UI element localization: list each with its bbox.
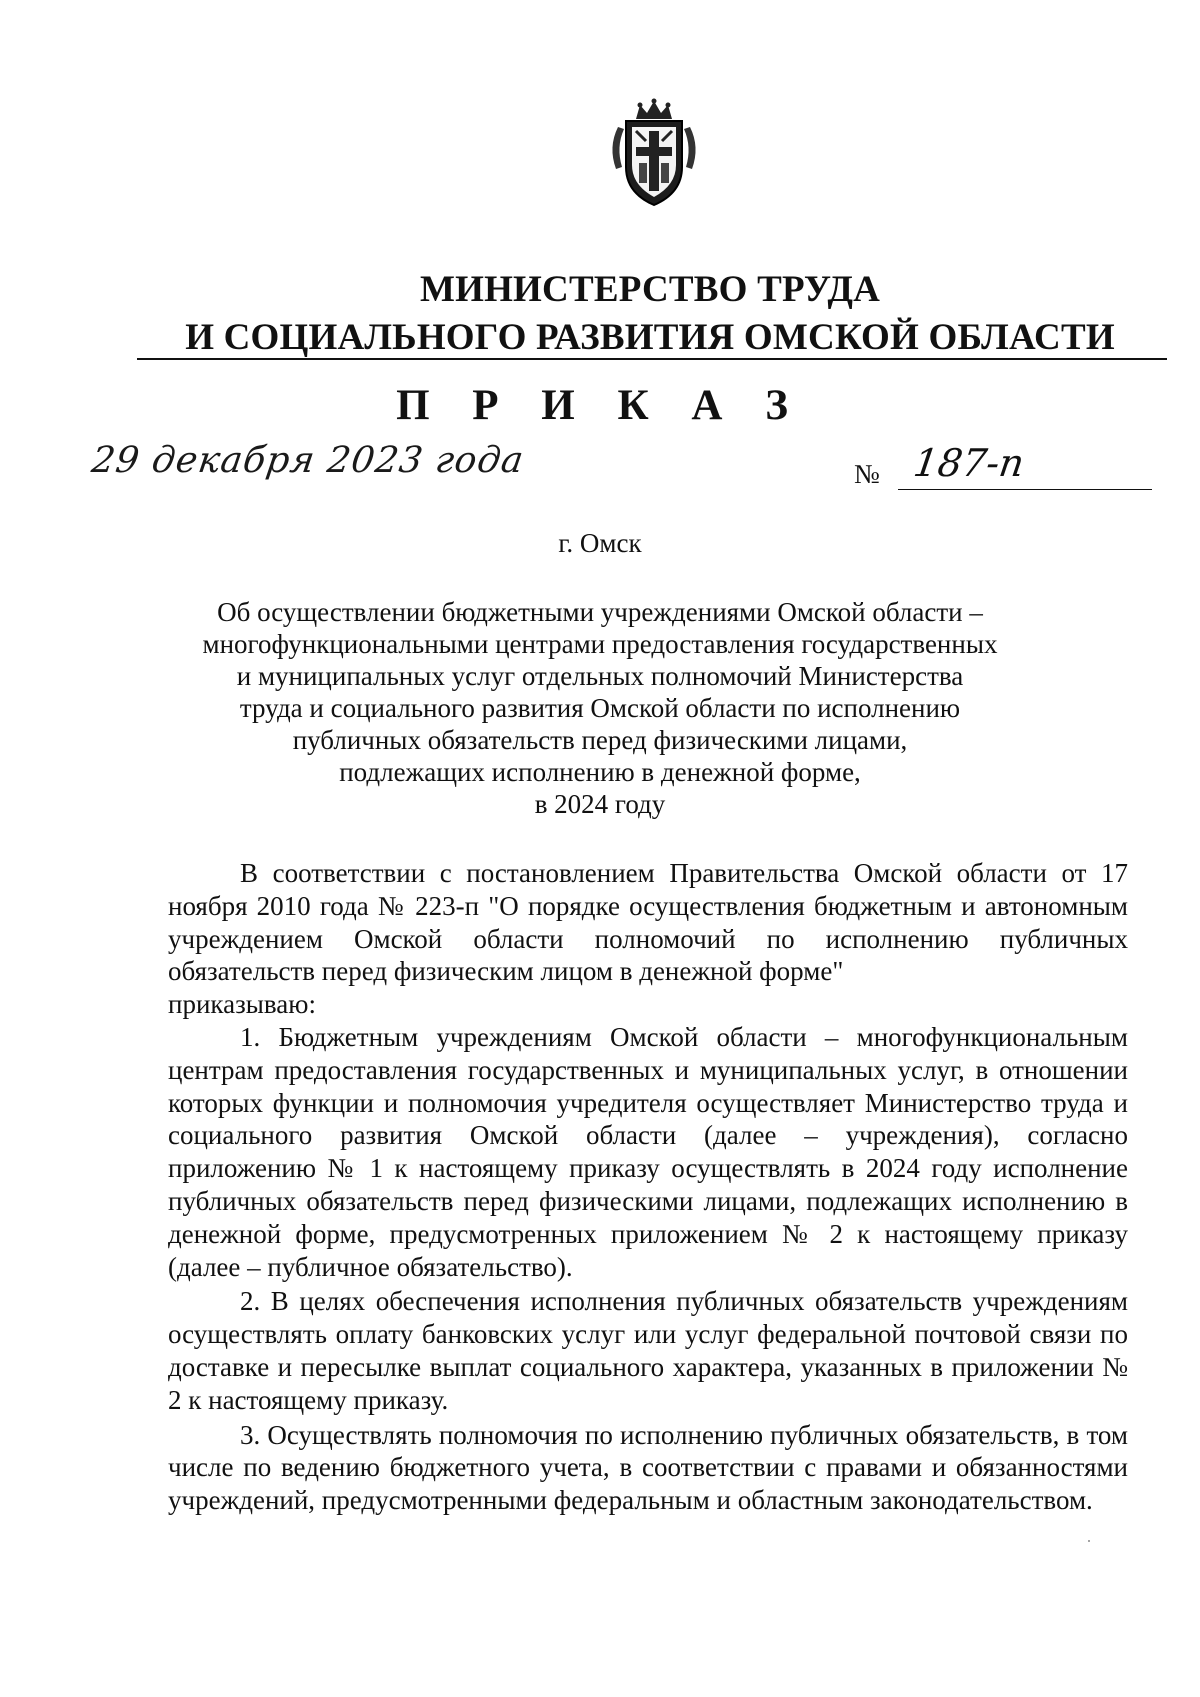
subject-line: Об осуществлении бюджетными учреждениями Омской области – bbox=[217, 597, 983, 627]
number-underline bbox=[898, 489, 1152, 490]
order-subject bbox=[150, 596, 1050, 820]
subject-line: труда и социального развития Омской области по исполнению bbox=[239, 693, 961, 723]
directive-word: приказываю: bbox=[168, 989, 316, 1020]
order-item-3: 3. Осуществлять полномочия по исполнению публичных обязательств, в том числе по ведению бюджетного учета, в соответствии с правами и обязанностями учреждений, предусмотренными федеральным и областным законодательством. bbox=[168, 1419, 1128, 1516]
document-type-title: П Р И К А З bbox=[396, 382, 804, 429]
scan-speck bbox=[1088, 1540, 1090, 1542]
subject-line: подлежащих исполнению в денежной форме, bbox=[339, 757, 861, 787]
order-item-1: 1. Бюджетным учреждениям Омской области – многофункциональным центрам предоставления государственных и муниципальных услуг, в отношении которых функции и полномочия учредителя осуществляет Министерство труда и социального развития Омской области (далее – учреждения), согласно приложению № 1 к настоящему приказу осуществлять в 2024 году исполнение публичных обязательств перед физическими лицами, подлежащих исполнению в денежной форме, предусмотренных приложением № 2 к настоящему приказу (далее – публичное обязательство). bbox=[168, 1021, 1128, 1282]
omsk-coat-of-arms-icon bbox=[606, 97, 702, 209]
ministry-name-line-2: И СОЦИАЛЬНОГО РАЗВИТИЯ ОМСКОЙ ОБЛАСТИ bbox=[185, 317, 1115, 358]
handwritten-number: 187-п bbox=[910, 441, 1027, 485]
handwritten-date: 29 декабря 2023 года bbox=[89, 440, 527, 481]
ministry-name-line-1: МИНИСТЕРСТВО ТРУДА bbox=[419, 269, 881, 310]
number-sign: № bbox=[854, 459, 880, 489]
order-number bbox=[854, 441, 1154, 495]
preamble-paragraph: В соответствии с постановлением Правительства Омской области от 17 ноября 2010 года № 223-п "О порядке осуществления бюджетным и автономным учреждением Омской области полномочий по исполнению публичных обязательств перед физическим лицом в денежной форме" bbox=[168, 858, 1128, 987]
subject-line: публичных обязательств перед физическими лицами, bbox=[292, 725, 908, 755]
order-body bbox=[168, 857, 1128, 1517]
order-item-2: 2. В целях обеспечения исполнения публичных обязательств учреждениям осуществлять оплату банковских услуг или услуг федеральной почтовой связи по доставке и пересылке выплат социального характера, указанных в приложении № 2 к настоящему приказу. bbox=[168, 1286, 1128, 1415]
subject-line: многофункциональными центрами предоставления государственных bbox=[202, 629, 998, 659]
city: г. Омск bbox=[558, 528, 642, 558]
subject-line: и муниципальных услуг отдельных полномочий Министерства bbox=[236, 661, 964, 691]
header-divider bbox=[137, 358, 1167, 360]
subject-line: в 2024 году bbox=[534, 789, 666, 819]
ministry-name bbox=[130, 266, 1170, 362]
